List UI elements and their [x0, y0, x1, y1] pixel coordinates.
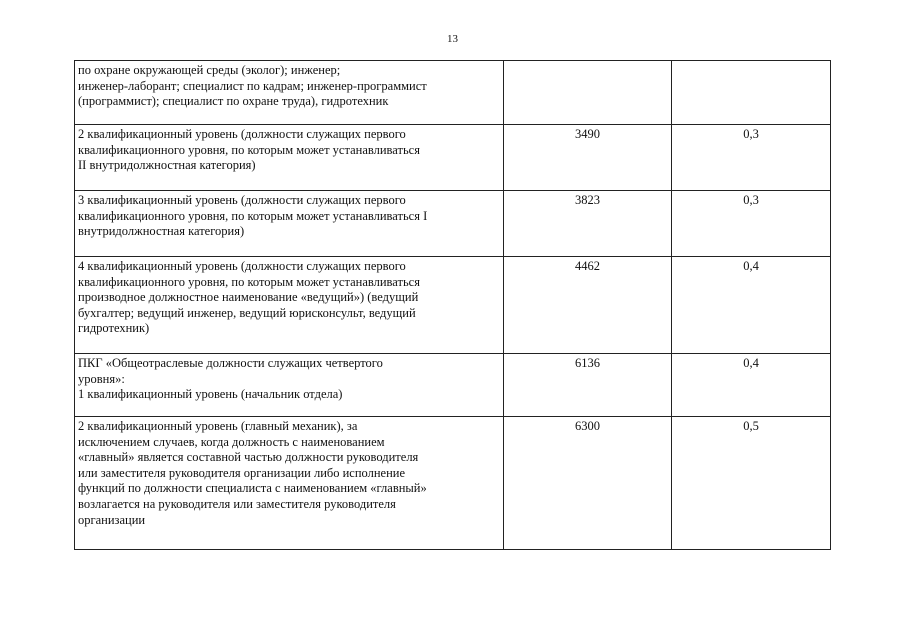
description-line: 4 квалификационный уровень (должности служащих первого: [78, 259, 406, 273]
description-line: или заместителя руководителя организации либо исполнение: [78, 465, 406, 480]
description-line: функций по должности специалиста с наименованием «главный»: [78, 481, 427, 496]
description-line: квалификационного уровня, по которым может устанавливаться: [78, 142, 420, 157]
position-description: [75, 125, 504, 191]
position-description: [75, 191, 504, 257]
description-line: уровня»:: [78, 371, 125, 386]
description-line: организации: [78, 512, 146, 527]
description-line: инженер-лаборант; специалист по кадрам; инженер-программист: [78, 78, 427, 93]
table-row: [75, 417, 831, 550]
salary-cell: 6300: [504, 417, 672, 550]
page-number: 13: [447, 33, 458, 45]
salary-cell: 3490: [504, 125, 672, 191]
salary-cell: 4462: [504, 257, 672, 354]
description-line: производное должностное наименование «ведущий») (ведущий: [78, 290, 419, 305]
description-line: 3 квалификационный уровень (должности служащих первого: [78, 193, 406, 207]
coefficient-cell: 0,5: [672, 417, 831, 550]
description-line: по охране окружающей среды (эколог); инженер;: [78, 63, 341, 77]
description-line: (программист); специалист по охране труда), гидротехник: [78, 94, 389, 109]
table-row: [75, 354, 831, 417]
description-line: квалификационного уровня, по которым может устанавливаться: [78, 274, 420, 289]
table-row: [75, 191, 831, 257]
salary-cell: [504, 61, 672, 125]
position-description: [75, 61, 504, 125]
salary-cell: 3823: [504, 191, 672, 257]
description-line: ПКГ «Общеотраслевые должности служащих четвертого: [78, 356, 383, 370]
description-line: 2 квалификационный уровень (главный механик), за: [78, 419, 358, 433]
description-line: внутридолжностная категория): [78, 224, 245, 239]
description-line: 2 квалификационный уровень (должности служащих первого: [78, 127, 406, 141]
salary-cell: 6136: [504, 354, 672, 417]
coefficient-cell: [672, 61, 831, 125]
description-line: квалификационного уровня, по которым может устанавливаться I: [78, 208, 428, 223]
table-row: [75, 125, 831, 191]
description-line: «главный» является составной частью должности руководителя: [78, 450, 419, 465]
salary-table: [74, 60, 831, 550]
description-line: гидротехник): [78, 321, 150, 336]
position-description: [75, 417, 504, 550]
position-description: [75, 257, 504, 354]
description-line: исключением случаев, когда должность с наименованием: [78, 434, 385, 449]
table-row: [75, 61, 831, 125]
table-row: [75, 257, 831, 354]
coefficient-cell: 0,4: [672, 257, 831, 354]
description-line: бухгалтер; ведущий инженер, ведущий юрисконсульт, ведущий: [78, 305, 416, 320]
coefficient-cell: 0,3: [672, 125, 831, 191]
coefficient-cell: 0,4: [672, 354, 831, 417]
position-description: [75, 354, 504, 417]
description-line: возлагается на руководителя или заместителя руководителя: [78, 496, 396, 511]
description-line: 1 квалификационный уровень (начальник отдела): [78, 387, 343, 402]
coefficient-cell: 0,3: [672, 191, 831, 257]
description-line: II внутридолжностная категория): [78, 158, 256, 173]
